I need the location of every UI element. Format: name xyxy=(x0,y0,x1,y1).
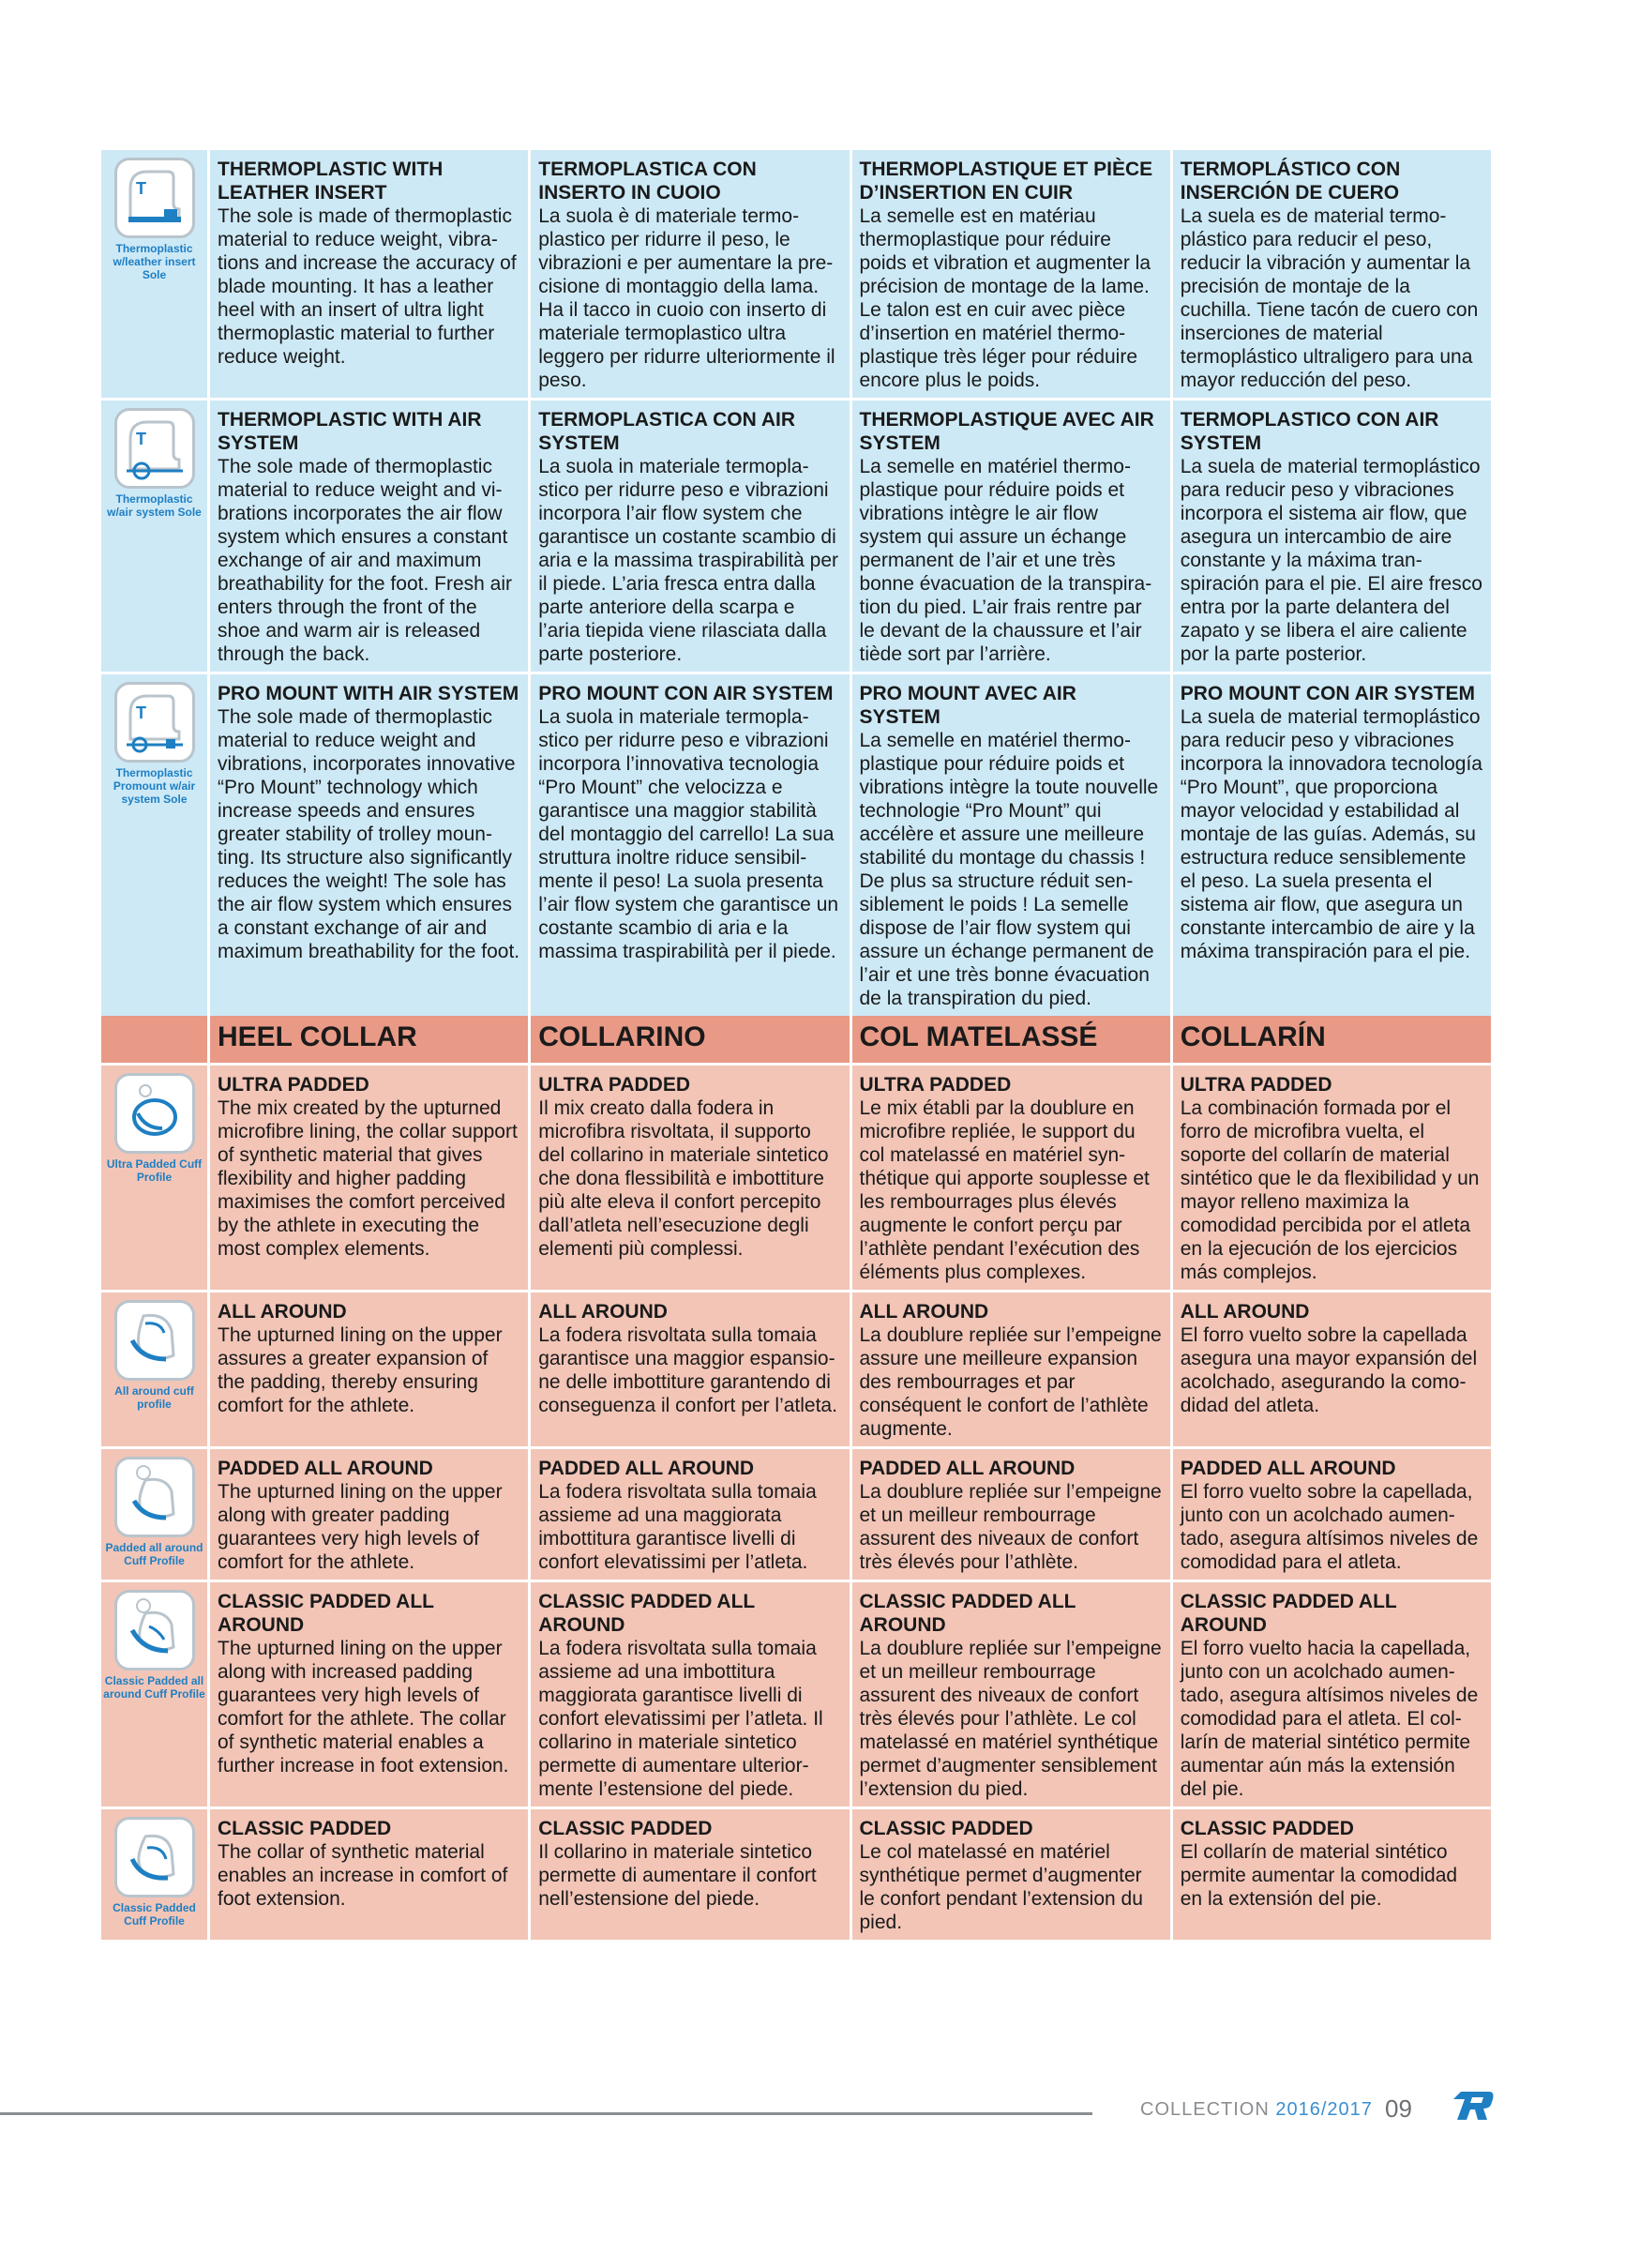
brand-r-logo-icon xyxy=(1452,2090,1495,2126)
header-en: HEEL COLLAR xyxy=(210,1016,528,1063)
cell-en xyxy=(210,1066,528,1290)
header-it: COLLARINO xyxy=(531,1016,849,1063)
cell-fr xyxy=(852,674,1170,1016)
heading: ALL AROUND xyxy=(218,1301,347,1323)
header-empty-cell xyxy=(101,1016,207,1063)
body-text: El forro vuelto sobre la capellada asegura una mayor expansión del acolchado, asegurando la comodidad del atleta. xyxy=(1180,1324,1478,1416)
icon-cell xyxy=(101,674,207,1016)
heading: ULTRA PADDED xyxy=(218,1074,369,1096)
table-row xyxy=(101,1293,1491,1446)
table-row xyxy=(101,674,1491,1016)
collection-label: COLLECTION xyxy=(1140,2099,1270,2120)
icon-caption: Classic Padded all around Cuff Profile xyxy=(103,1674,205,1701)
body-text: The sole made of thermoplastic material to reduce weight and vibrations, incorporates innovative “Pro Mount” technology which increase speeds and ensures greater stability of trolley mounting. Its structure also significantly reduces the weight! The sole has the air flow system which ensures a constant exchange of air and maximum breathability for the foot. xyxy=(218,706,520,962)
page-number: 09 xyxy=(1385,2094,1412,2123)
body-text: La semelle en matériel thermoplastique pour réduire poids et vibrations intègre le air flow system qui assure un échange permanent de l’air et une très bonne évacuation de la transpiration du pied. L’air frais rentre par le devant de la chaussure et l’air tiède sort par l’arrière. xyxy=(859,456,1152,665)
table-row xyxy=(101,1582,1491,1807)
cell-en xyxy=(210,1809,528,1940)
cell-fr xyxy=(852,1582,1170,1807)
body-text: La suola in materiale termoplastico per ridurre peso e vibrazioni incorpora l’air flow system che garantisce un costante scambio di aria e la massima traspirabilità per il piede. L’aria fresca entra dalla parte anteriore della scarpa e l’aria tiepida viene rilasciata dalla parte posteriore. xyxy=(538,456,839,665)
body-text: La suola in materiale termoplastico per ridurre peso e vibrazioni incorpora l’innovativa tecnologia “Pro Mount” che velocizza e garantisce una maggior stabilità del montaggio del carrello! La sua struttura inoltre riduce sensibilmente il peso! La suola presenta l’air flow system che garantisce un costante scambio di aria e la massima traspirabilità per il piede. xyxy=(538,706,839,962)
cell-en xyxy=(210,401,528,672)
header-row xyxy=(101,1016,1491,1063)
body-text: La doublure repliée sur l’empeigne et un meilleur rembourrage assurent des niveaux de confort très élevés pour l’athlète. Le col matelassé en matériel synthétique permet d’augmenter sensiblement l’extension du pied. xyxy=(859,1638,1162,1800)
heading: CLASSIC PADDED xyxy=(859,1818,1033,1839)
svg-text:T: T xyxy=(135,703,146,722)
heading: TERMOPLASTICA CON AIR SYSTEM xyxy=(538,409,796,454)
cell-fr xyxy=(852,1293,1170,1446)
icon-cell xyxy=(101,1066,207,1290)
body-text: El collarín de material sintético permite aumentar la comodidad en la extensión del pie. xyxy=(1180,1841,1458,1910)
icon-caption: Thermoplastic w/air system Sole xyxy=(107,492,202,519)
body-text: The mix created by the upturned microfibre lining, the collar support of synthetic material that gives flexibility and higher padding maximises the comfort perceived by the athlete in executing the most complex elements. xyxy=(218,1097,518,1260)
cell-en xyxy=(210,1293,528,1446)
thermoplastic-air-system-sole-icon xyxy=(114,408,195,489)
heading: ULTRA PADDED xyxy=(1180,1074,1332,1096)
classic-padded-all-around-cuff-icon xyxy=(114,1590,195,1671)
cell-en xyxy=(210,1582,528,1807)
cell-it xyxy=(531,674,849,1016)
cell-es xyxy=(1173,1293,1491,1446)
body-text: The upturned lining on the upper assures a greater expansion of the padding, thereby ensuring comfort for the athlete. xyxy=(218,1324,503,1416)
heading: ULTRA PADDED xyxy=(859,1074,1012,1096)
svg-text:T: T xyxy=(135,430,146,448)
cell-it xyxy=(531,1066,849,1290)
body-text: La fodera risvoltata sulla tomaia garantisce una maggior espansione delle imbottiture garantendo di conseguenza il confort per l’atleta. xyxy=(538,1324,837,1416)
header-es: COLLARÍN xyxy=(1173,1016,1491,1063)
icon-cell xyxy=(101,1293,207,1446)
heading: THERMOPLASTIC WITH AIR SYSTEM xyxy=(218,409,482,454)
heading: PADDED ALL AROUND xyxy=(859,1458,1076,1479)
table-row xyxy=(101,401,1491,672)
icon-caption: Thermoplastic Promount w/air system Sole xyxy=(113,766,196,806)
cell-it xyxy=(531,1449,849,1580)
heading: CLASSIC PADDED xyxy=(1180,1818,1354,1839)
body-text: La fodera risvoltata sulla tomaia assieme ad una maggiorata imbottitura garantisce livelli di confort elevatissimi per l’atleta. xyxy=(538,1481,817,1573)
heading: CLASSIC PADDED ALL AROUND xyxy=(538,1591,755,1636)
cell-es xyxy=(1173,674,1491,1016)
body-text: La suela es de material termoplástico para reducir el peso, reducir la vibración y aumentar la precisión de montaje de la cuchilla. Tiene tacón de cuero con inserciones de material termoplástico ultraligero para una mayor reducción del peso. xyxy=(1180,205,1479,391)
body-text: El forro vuelto hacia la capellada, junto con un acolchado aumentado, asegura altísimos niveles de comodidad para el atleta. El collarín de material sintético permite aumentar aún más la extensión del pie. xyxy=(1180,1638,1479,1800)
cell-it xyxy=(531,401,849,672)
body-text: El forro vuelto sobre la capellada, junto con un acolchado aumentado, asegura altísimos niveles de comodidad para el atleta. xyxy=(1180,1481,1479,1573)
table-row xyxy=(101,150,1491,398)
heading: PRO MOUNT CON AIR SYSTEM xyxy=(538,683,834,704)
icon-cell xyxy=(101,1582,207,1807)
icon-caption: Classic Padded Cuff Profile xyxy=(113,1901,196,1928)
icon-caption: Padded all around Cuff Profile xyxy=(105,1541,203,1567)
body-text: La suola è di materiale termoplastico per ridurre il peso, le vibrazioni e per aumentare la precisione di montaggio della lama. Ha il tacco in cuoio con inserto di materiale termoplastico ultra leggero per ridurre ulteriormente il peso. xyxy=(538,205,835,391)
heading: ULTRA PADDED xyxy=(538,1074,691,1096)
heading: PRO MOUNT CON AIR SYSTEM xyxy=(1180,683,1475,704)
body-text: The upturned lining on the upper along with greater padding guarantees very high levels of comfort for the athlete. xyxy=(218,1481,503,1573)
body-text: Le mix établi par la doublure en microfibre repliée, le support du col matelassé en matériel synthétique qui apporte souplesse et les rembourrages plus élevés augmente le confort perçu par l’athlète pendant l’exécution des éléments plus complexes. xyxy=(859,1097,1150,1283)
icon-cell xyxy=(101,150,207,398)
heading: PADDED ALL AROUND xyxy=(218,1458,433,1479)
cell-fr xyxy=(852,401,1170,672)
heading: ALL AROUND xyxy=(538,1301,668,1323)
body-text: La combinación formada por el forro de microfibra vuelta, el soporte del collarín de material sintético que le da flexibilidad y un mayor relleno maximiza la comodidad percibida por el atleta en la ejecución de los ejercicios más complejos. xyxy=(1180,1097,1480,1283)
body-text: The sole made of thermoplastic material to reduce weight and vibrations incorporates the air flow system which ensures a constant exchange of air and maximum breathability for the foot. Fresh air enters through the front of the shoe and warm air is released through the back. xyxy=(218,456,512,665)
all-around-cuff-icon xyxy=(114,1300,195,1381)
body-text: La suela de material termoplástico para reducir peso y vibraciones incorpora la innovadora tecnología “Pro Mount”, que proporciona mayor velocidad y estabilidad al montaje de las guías. Además, su estructura reduce sensiblemente el peso. La suela presenta el sistema air flow, que asegura un constante intercambio de aire y la máxima transpiración para el pie. xyxy=(1180,706,1482,962)
collection-years: 2016/2017 xyxy=(1275,2099,1373,2120)
icon-caption: All around cuff profile xyxy=(114,1384,194,1411)
footer-collection xyxy=(1140,2099,1373,2121)
cell-es xyxy=(1173,1809,1491,1940)
thermoplastic-leather-insert-sole-icon xyxy=(114,158,195,238)
cell-it xyxy=(531,150,849,398)
body-text: La doublure repliée sur l’empeigne et un meilleur rembourrage assurent des niveaux de confort très élevés pour l’athlète. xyxy=(859,1481,1162,1573)
body-text: Il mix creato dalla fodera in microfibra risvoltata, il supporto del collarino in materiale sintetico che dona flessibilità e imbottiture più alte eleva il confort percepito dall’atleta nell’esecuzione degli elementi più complessi. xyxy=(538,1097,829,1260)
body-text: La semelle est en matériau thermoplastique pour réduire poids et vibration et augmenter la précision de montage de la lame. Le talon est en cuir avec pièce d’insertion en matériel thermoplastique très léger pour réduire encore plus le poids. xyxy=(859,205,1151,391)
cell-it xyxy=(531,1582,849,1807)
cell-en xyxy=(210,150,528,398)
padded-all-around-cuff-icon xyxy=(114,1457,195,1537)
heading: TERMOPLÁSTICO CON INSERCIÓN DE CUERO xyxy=(1180,159,1401,204)
body-text: The sole is made of thermoplastic material to reduce weight, vibrations and increase the accuracy of blade mounting. It has a leather heel with an insert of ultra light thermoplastic material to further reduce weight. xyxy=(218,205,517,368)
body-text: The upturned lining on the upper along with increased padding guarantees very high levels of comfort for the athlete. The collar of synthetic material enables a further increase in foot extension. xyxy=(218,1638,509,1777)
body-text: Il collarino in materiale sintetico permette di aumentare il confort nell’estensione del piede. xyxy=(538,1841,817,1910)
cell-es xyxy=(1173,150,1491,398)
heading: ALL AROUND xyxy=(1180,1301,1310,1323)
header-fr: COL MATELASSÉ xyxy=(852,1016,1170,1063)
heading: CLASSIC PADDED ALL AROUND xyxy=(859,1591,1076,1636)
heading: CLASSIC PADDED xyxy=(538,1818,713,1839)
icon-cell xyxy=(101,1449,207,1580)
classic-padded-cuff-icon xyxy=(114,1817,195,1898)
cell-es xyxy=(1173,1449,1491,1580)
body-text: La semelle en matériel thermoplastique pour réduire poids et vibrations intègre la toute nouvelle technologie “Pro Mount” qui accélère et assure une meilleure stabilité du montage du chassis ! De plus sa structure réduit sensiblement le poids ! La semelle dispose de l’air flow system qui assure un échange permanent de l’air et une très bonne évacuation de la transpiration du pied. xyxy=(859,730,1159,1009)
icon-cell xyxy=(101,1809,207,1940)
table-row xyxy=(101,1449,1491,1580)
cell-en xyxy=(210,674,528,1016)
body-text: La fodera risvoltata sulla tomaia assieme ad una imbottitura maggiorata garantisce livelli di confort elevatissimi per l’atleta. Il collarino in materiale sintetico permette di aumentare ulteriormente l’estensione del piede. xyxy=(538,1638,823,1800)
cell-fr xyxy=(852,1066,1170,1290)
cell-en xyxy=(210,1449,528,1580)
icon-caption: Ultra Padded Cuff Profile xyxy=(106,1157,203,1184)
heading: THERMOPLASTIQUE AVEC AIR SYSTEM xyxy=(859,409,1154,454)
icon-cell xyxy=(101,401,207,672)
cell-es xyxy=(1173,1066,1491,1290)
heel-collar-table xyxy=(98,1013,1494,1943)
heading: CLASSIC PADDED ALL AROUND xyxy=(218,1591,434,1636)
heading: ALL AROUND xyxy=(859,1301,989,1323)
heading: THERMOPLASTIQUE ET PIÈCE D’INSERTION EN CUIR xyxy=(859,159,1153,204)
heading: PADDED ALL AROUND xyxy=(1180,1458,1396,1479)
cell-it xyxy=(531,1809,849,1940)
ultra-padded-cuff-icon xyxy=(114,1073,195,1154)
cell-es xyxy=(1173,401,1491,672)
heading: PRO MOUNT AVEC AIR SYSTEM xyxy=(859,683,1076,728)
body-text: Le col matelassé en matériel synthétique permet d’augmenter le confort pendant l’extension du pied. xyxy=(859,1841,1143,1933)
heading: TERMOPLASTICA CON INSERTO IN CUOIO xyxy=(538,159,757,204)
thermoplastic-promount-air-system-sole-icon xyxy=(114,682,195,763)
icon-caption: Thermoplastic w/leather insert Sole xyxy=(113,242,196,281)
footer-divider xyxy=(0,2112,1092,2115)
cell-fr xyxy=(852,1809,1170,1940)
cell-es xyxy=(1173,1582,1491,1807)
heading: CLASSIC PADDED ALL AROUND xyxy=(1180,1591,1397,1636)
heading: PRO MOUNT WITH AIR SYSTEM xyxy=(218,683,519,704)
body-text: La suela de material termoplástico para reducir peso y vibraciones incorpora el sistema air flow, que asegura un intercambio de aire constante y la máxima transpiración para el pie. El aire fresco entra por la parte delantera del zapato y se libera el aire caliente por la parte posterior. xyxy=(1180,456,1482,665)
heading: THERMOPLASTIC WITH LEATHER INSERT xyxy=(218,159,444,204)
heading: PADDED ALL AROUND xyxy=(538,1458,755,1479)
cell-fr xyxy=(852,1449,1170,1580)
body-text: La doublure repliée sur l’empeigne assure une meilleure expansion des rembourrages et par conséquent le confort de l’athlète augmente. xyxy=(859,1324,1162,1440)
table-row xyxy=(101,1809,1491,1940)
table-row xyxy=(101,1066,1491,1290)
cell-it xyxy=(531,1293,849,1446)
body-text: The collar of synthetic material enables an increase in comfort of foot extension. xyxy=(218,1841,508,1910)
svg-text:T: T xyxy=(135,179,146,198)
cell-fr xyxy=(852,150,1170,398)
heading: TERMOPLASTICO CON AIR SYSTEM xyxy=(1180,409,1439,454)
heading: CLASSIC PADDED xyxy=(218,1818,392,1839)
sole-table xyxy=(98,147,1494,1019)
